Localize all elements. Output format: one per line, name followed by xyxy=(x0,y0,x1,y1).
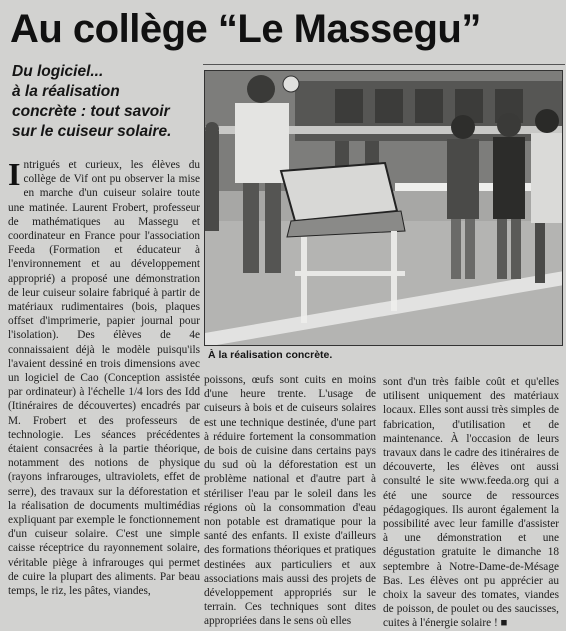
photo-top-rule xyxy=(203,64,565,65)
dropcap: I xyxy=(8,156,21,192)
deck-line: concrète : tout savoir xyxy=(12,103,170,120)
body-column-2: poissons, œufs sont cuits en moins d'une heure trente. L'usage de cuiseurs à bois et de cuiseurs solaires est une technique destinée, d'une part à réduire fortement la consommation de bois de cuisine dans certains pays du sud où la déforestation est un problème national et d'autre part à stériliser l'eau par le soleil dans les régions où la consommation d'eau non potable est dramatique pour la santé des enfants. Il existe d'ailleurs des formations théoriques et pratiques destinées aux particuliers et aux associations mais aussi des projets de développement appropriés sur le terrain. Ces techniques sont dites appropriées dans le sens où elles xyxy=(204,374,376,628)
deck-line: sur le cuiseur solaire. xyxy=(12,123,172,140)
body-column-3: sont d'un très faible coût et qu'elles utilisent uniquement des matériaux locaux. Elles sont aussi très simples de fabrication, d'utilisation et de maintenance. À l'occasion de leurs travaux dans le cadre des itinéraires de découverte, les élèves ont aussi consulté le site www.feeda.org qui a été une source de ressources pédagogiques. Ils auront également la possibilité avec leur famille d'assister à une démonstration et une dégustation gratuite le dimanche 18 septembre à Notre-Dame-de-Mésage Bas. Les élèves ont pu apprécier au choix la saveur des tomates, viandes de poisson, de poulet ou des saucisses, cuites à l'énergie solaire ! ■ xyxy=(383,376,559,630)
body-column-1 xyxy=(8,158,200,598)
article-photo xyxy=(204,70,563,346)
deck-line: Du logiciel... xyxy=(12,63,104,80)
article-headline: Au collège “Le Massegu” xyxy=(10,7,481,51)
photo-solar-cooker-icon xyxy=(205,71,563,346)
photo-caption: À la réalisation concrète. xyxy=(208,349,333,361)
column-1-text: ntrigués et curieux, les élèves du collège de Vif ont pu observer la mise en marche d'un cuiseur solaire toute une matinée. Laurent Frobert, professeur de mathématiques au Massegu et coordinateur en France pour l'association Feeda (Formation et éducateur à l'environnement et au développement approprié) a proposé une démonstration de leur cuiseur solaire fabriqué à partir de matériaux rudimentaires (bois, plaques offset d'imprimerie, papier journal pour l'isolation). Des élèves de 4e connaissaient déjà le modèle puisqu'ils l'avaient dessiné en trois dimensions avec un logiciel de Cao (Conception assistée par ordinateur) à l'échelle 1/4 lors des Idd (Itinéraires de découvertes) encadrés par M. Frobert et des professeurs de technologie. Les séances précédentes étaient consacrées à la partie théorique, notamment des notions de physique (rayons infrarouges, ultraviolets, effet de serre), des travaux sur la déforestation et la réalisation de documents multimédias expliquant par exemple le fonctionnement d'un cuiseur solaire. C'est une simple caisse réceptrice du rayonnement solaire, véritable piège à infrarouges qui permet de cuire la plupart des aliments. Par beau temps, le riz, les pâtes, viandes, xyxy=(8,159,200,598)
deck-line: à la réalisation xyxy=(12,83,120,100)
article-deck xyxy=(12,62,200,142)
